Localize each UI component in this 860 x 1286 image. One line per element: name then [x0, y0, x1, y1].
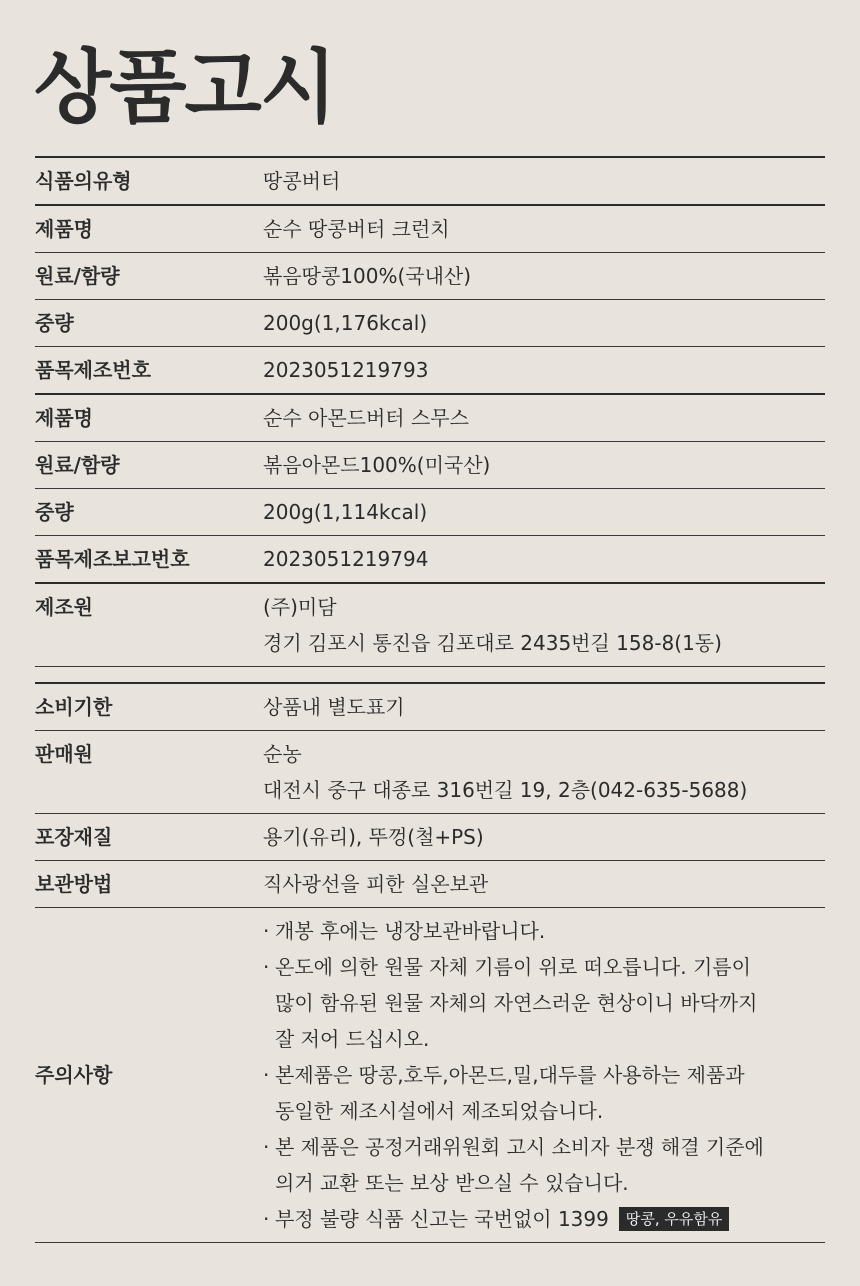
table-row: [35, 731, 825, 814]
row-label: 제품명: [35, 394, 263, 442]
note-line: 동일한 제조시설에서 제조되었습니다.: [275, 1099, 604, 1123]
table-row: [35, 253, 825, 300]
row-value: [263, 861, 825, 908]
table-row: [35, 300, 825, 347]
list-item: [263, 949, 825, 1057]
row-value: [263, 300, 825, 347]
row-value: [263, 347, 825, 395]
value-line: 대전시 중구 대종로 316번길 19, 2층(042-635-5688): [263, 778, 748, 802]
row-label: 품목제조보고번호: [35, 536, 263, 584]
caution-list: [263, 913, 825, 1237]
note-line: 부정 불량 식품 신고는 국번없이 1399: [275, 1207, 609, 1231]
row-label: 제조원: [35, 583, 263, 667]
value-line: (주)미담: [263, 595, 337, 619]
value-line: 200g(1,176kcal): [263, 311, 428, 335]
value-line: 2023051219793: [263, 358, 429, 382]
table-row: [35, 347, 825, 395]
seller-info-table: [35, 682, 825, 1243]
table-row: [35, 394, 825, 442]
value-line: 경기 김포시 통진읍 김포대로 2435번길 158-8(1동): [263, 631, 722, 655]
value-line: 직사광선을 피한 실온보관: [263, 872, 489, 896]
row-label: 보관방법: [35, 861, 263, 908]
row-value: [263, 683, 825, 731]
table-row: [35, 814, 825, 861]
note-line: 많이 함유된 원물 자체의 자연스러운 현상이니 바닥까지: [275, 991, 758, 1015]
row-value: [263, 536, 825, 584]
table-row: [35, 536, 825, 584]
row-label: 원료/함량: [35, 442, 263, 489]
list-item: [263, 1057, 825, 1129]
row-label: 포장재질: [35, 814, 263, 861]
row-label: 중량: [35, 489, 263, 536]
row-value: [263, 731, 825, 814]
row-label: 원료/함량: [35, 253, 263, 300]
value-line: 순농: [263, 742, 302, 766]
value-line: 상품내 별도표기: [263, 695, 405, 719]
note-line: · 온도에 의한 원물 자체 기름이 위로 떠오릅니다. 기름이: [275, 955, 751, 979]
row-value: [263, 489, 825, 536]
table-row: [35, 205, 825, 253]
table-row: [35, 442, 825, 489]
row-label: 식품의유형: [35, 157, 263, 205]
allergen-badge: 땅콩, 우유함유: [619, 1207, 729, 1231]
caution-row: [35, 908, 825, 1243]
note-line: · 본 제품은 공정거래위원회 고시 소비자 분쟁 해결 기준에: [275, 1135, 764, 1159]
row-value: [263, 583, 825, 667]
list-item: [263, 913, 825, 949]
value-line: 2023051219794: [263, 547, 429, 571]
row-label: 중량: [35, 300, 263, 347]
row-value: [263, 205, 825, 253]
table-row: [35, 683, 825, 731]
list-item: [263, 1129, 825, 1201]
value-line: 땅콩버터: [263, 169, 341, 193]
table-row: [35, 583, 825, 667]
value-line: 볶음땅콩100%(국내산): [263, 264, 472, 288]
table-row: [35, 489, 825, 536]
caution-notes: [263, 908, 825, 1243]
row-label: 소비기한: [35, 683, 263, 731]
note-line: · 본제품은 땅콩,호두,아몬드,밀,대두를 사용하는 제품과: [275, 1063, 745, 1087]
row-value: [263, 394, 825, 442]
row-value: [263, 157, 825, 205]
list-item: [263, 1201, 825, 1237]
row-value: [263, 253, 825, 300]
value-line: 200g(1,114kcal): [263, 500, 428, 524]
table-row: [35, 861, 825, 908]
row-label: 품목제조번호: [35, 347, 263, 395]
row-label: 제품명: [35, 205, 263, 253]
table-row: [35, 157, 825, 205]
value-line: 용기(유리), 뚜껑(철+PS): [263, 825, 484, 849]
row-label: 주의사항: [35, 908, 263, 1243]
note-line: 의거 교환 또는 보상 받으실 수 있습니다.: [275, 1171, 629, 1195]
value-line: 볶음아몬드100%(미국산): [263, 453, 491, 477]
row-value: [263, 814, 825, 861]
page-title: 상품고시: [34, 41, 336, 134]
row-value: [263, 442, 825, 489]
value-line: 순수 땅콩버터 크런치: [263, 217, 450, 241]
value-line: 순수 아몬드버터 스무스: [263, 406, 469, 430]
note-line: · 개봉 후에는 냉장보관바랍니다.: [275, 919, 546, 943]
note-line: 잘 저어 드십시오.: [275, 1027, 430, 1051]
row-label: 판매원: [35, 731, 263, 814]
product-info-table: [35, 156, 825, 667]
